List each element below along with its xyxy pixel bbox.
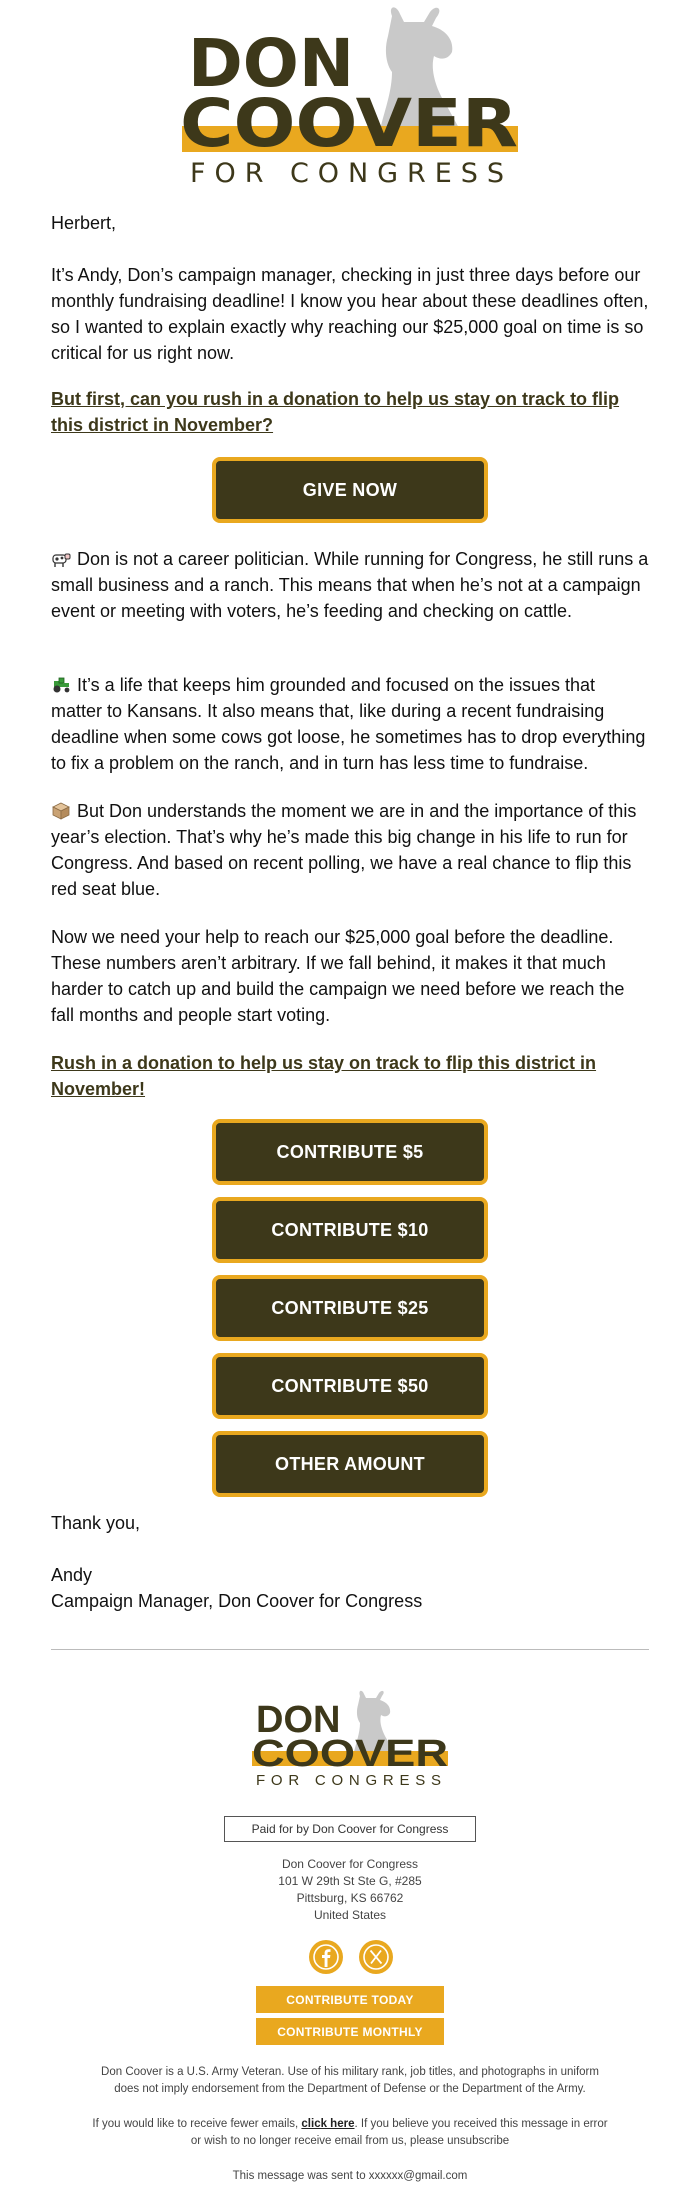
signature: [51, 1562, 649, 1614]
unsub-after: . If you believe you received this message in error: [354, 2118, 608, 2130]
cta-link-1[interactable]: But first, can you rush in a donation to help us stay on track to flip this district in November?: [51, 389, 620, 435]
box-paragraph-text: But Don understands the moment we are in and the importance of this year’s election. That’s why he’s made this big change in his life to run for Congress. And based on recent polling, we have a real chance to flip this red seat blue.: [51, 801, 637, 899]
footer-divider: [51, 1649, 649, 1650]
give-now-button[interactable]: GIVE NOW: [212, 457, 488, 523]
package-icon: [51, 802, 71, 820]
paid-for-box: Paid for by Don Coover for Congress: [224, 1816, 476, 1842]
footer-logo-line1: DON: [256, 1699, 341, 1741]
cow-icon: [51, 550, 71, 568]
unsubscribe-line-2: or wish to no longer receive email from us, please unsubscribe: [190, 2135, 510, 2147]
logo-line2: COOVER: [180, 85, 518, 162]
cta-link-2[interactable]: Rush in a donation to help us stay on track to flip this district in November!: [51, 1053, 597, 1099]
thanks-text: Thank you,: [51, 1513, 141, 1533]
header-logo: [0, 0, 700, 200]
other-amount-button[interactable]: OTHER AMOUNT: [212, 1431, 488, 1497]
x-twitter-icon: [359, 1940, 393, 1974]
unsub-before: If you would like to receive fewer emails,: [92, 2118, 302, 2130]
contribute-10-button[interactable]: CONTRIBUTE $10: [212, 1197, 488, 1263]
address-line-2: 101 W 29th St Ste G, #285: [278, 1874, 422, 1888]
address-line-3: Pittsburg, KS 66762: [296, 1891, 404, 1905]
contribute-monthly-button[interactable]: CONTRIBUTE MONTHLY: [256, 2018, 444, 2045]
signature-name: Andy: [51, 1565, 93, 1585]
cta-link-1-wrap: [51, 386, 649, 438]
facebook-link[interactable]: [309, 1940, 343, 1974]
contribute-25-button[interactable]: CONTRIBUTE $25: [212, 1275, 488, 1341]
cow-paragraph: [51, 546, 649, 624]
address-line-1: Don Coover for Congress: [281, 1857, 419, 1871]
logo-line3: FOR CONGRESS: [190, 158, 510, 189]
disclaimer-line-2: does not imply endorsement from the Department of Defense or the Department of the Army.: [114, 2083, 586, 2095]
goal-paragraph: Now we need your help to reach our $25,000 goal before the deadline. These numbers aren’t arbitrary. If we fall behind, it makes it that much harder to catch up and build the campaign we need before we reach the fall months and people start voting.: [51, 927, 625, 1025]
unsubscribe-line-1: [60, 2116, 640, 2133]
tractor-paragraph: [51, 672, 649, 776]
logo-line1: DON: [188, 25, 355, 102]
contribute-50-button[interactable]: CONTRIBUTE $50: [212, 1353, 488, 1419]
sent-to-line: This message was sent to xxxxxx@gmail.com: [232, 2170, 468, 2182]
footer-logo-line2: COOVER: [252, 1733, 448, 1775]
tractor-paragraph-text: It’s a life that keeps him grounded and focused on the issues that matter to Kansans. It also means that, like during a recent fundraising deadline when some cows got loose, he sometimes has to drop everything to fix a problem on the ranch, and in turn has less time to fundraise.: [51, 675, 646, 773]
facebook-icon: [309, 1940, 343, 1974]
contribute-5-button[interactable]: CONTRIBUTE $5: [212, 1119, 488, 1185]
greeting: Herbert,: [51, 213, 117, 233]
cta-link-2-wrap: [51, 1050, 649, 1102]
x-twitter-link[interactable]: [359, 1940, 393, 1974]
contribute-today-button[interactable]: CONTRIBUTE TODAY: [256, 1986, 444, 2013]
signature-title: Campaign Manager, Don Coover for Congress: [51, 1591, 423, 1611]
footer-logo-line3: FOR CONGRESS: [256, 1772, 444, 1788]
cow-paragraph-text: Don is not a career politician. While running for Congress, he still runs a small business and a ranch. This means that when he’s not at a campaign event or meeting with voters, he’s feeding and checking on cattle.: [51, 549, 649, 621]
fewer-emails-link[interactable]: click here: [301, 2118, 355, 2130]
footer-logo: [250, 1688, 450, 1788]
intro-paragraph: It’s Andy, Don’s campaign manager, checking in just three days before our monthly fundraising deadline! I know you hear about these deadlines often, so I wanted to explain exactly why reaching our $25,000 goal on time is so critical for us right now.: [51, 265, 649, 363]
tractor-icon: [51, 676, 71, 694]
disclaimer-line-1: Don Coover is a U.S. Army Veteran. Use of his military rank, job titles, and photographs in uniform: [101, 2066, 599, 2078]
box-paragraph: [51, 798, 649, 902]
address-line-4: United States: [313, 1908, 387, 1922]
